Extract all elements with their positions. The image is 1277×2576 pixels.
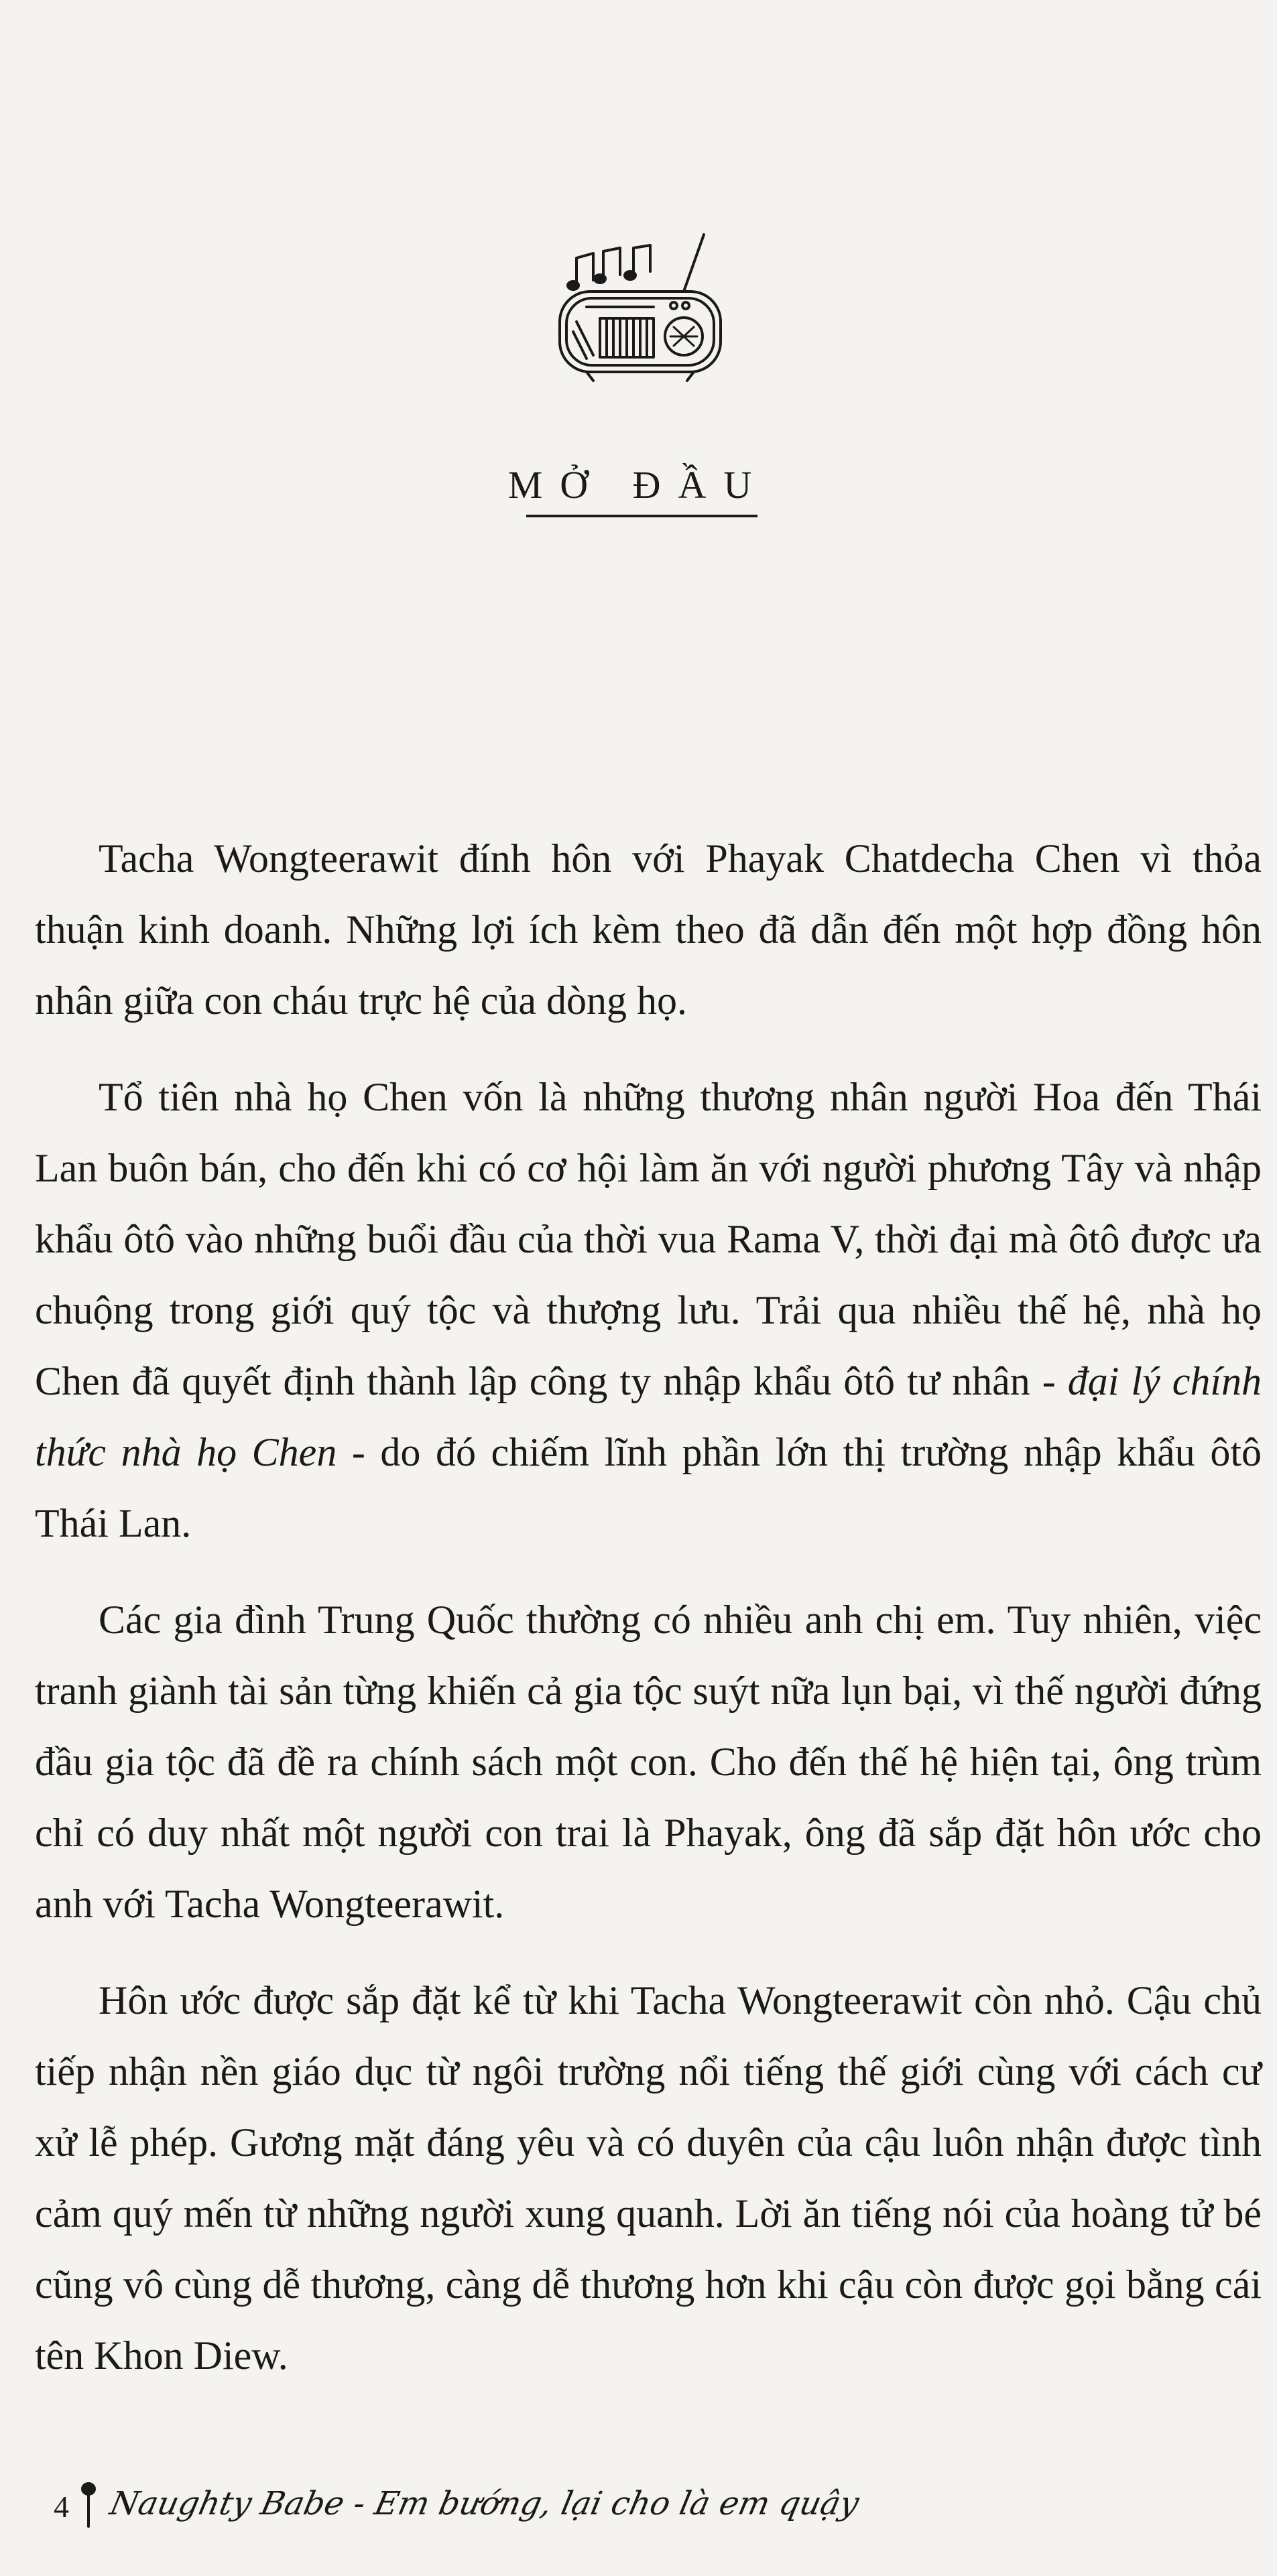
body-text <box>35 823 1262 2417</box>
title-underline <box>526 515 757 517</box>
paragraph-2-italic: đại lý chính thức nhà họ Chen <box>35 1359 1262 1474</box>
page-footer <box>47 2480 863 2540</box>
paragraph-2-end: - do đó chiếm lĩnh phần lớn thị trường nhập khẩu ôtô Thái Lan. <box>35 1430 1262 1545</box>
paragraph-2 <box>35 1061 1262 1559</box>
paragraph-4: Hôn ước được sắp đặt kể từ khi Tacha Wongteerawit còn nhỏ. Cậu chủ tiếp nhận nền giáo dục từ ngôi trường nổi tiếng thế giới cùng với cách cư xử lễ phép. Gương mặt đáng yêu và có duyên của cậu luôn nhận được tình cảm quý mến từ những người xung quanh. Lời ăn tiếng nói của hoàng tử bé cũng vô cùng dễ thương, càng dễ thương hơn khi cậu còn được gọi bằng cái tên Khon Diew. <box>35 1978 1262 2378</box>
radio-with-music-notes-icon <box>540 221 741 389</box>
paragraph-1: Tacha Wongteerawit đính hôn với Phayak Chatdecha Chen vì thỏa thuận kinh doanh. Những lợi ích kèm theo đã dẫn đến một hợp đồng hôn nhân giữa con cháu trực hệ của dòng họ. <box>35 836 1262 1023</box>
running-head: Naughty Babe - Em bướng, lại cho là em quậy <box>107 2485 863 2522</box>
page-number: 4 <box>54 2490 69 2524</box>
paragraph-3: Các gia đình Trung Quốc thường có nhiều anh chị em. Tuy nhiên, việc tranh giành tài sản từng khiến cả gia tộc suýt nữa lụn bại, vì thế người đứng đầu gia tộc đã đề ra chính sách một con. Cho đến thế hệ hiện tại, ông trùm chỉ có duy nhất một người con trai là Phayak, ông đã sắp đặt hôn ước cho anh với Tacha Wongteerawit. <box>35 1598 1262 1926</box>
chapter-title: MỞ ĐẦU <box>507 463 770 507</box>
music-note-icon <box>79 2480 99 2533</box>
paragraph-2-start: Tổ tiên nhà họ Chen vốn là những thương nhân người Hoa đến Thái Lan buôn bán, cho đến khi có cơ hội làm ăn với người phương Tây và nhập khẩu ôtô vào những buổi đầu của thời vua Rama V, thời đại mà ôtô được ưa chuộng trong giới quý tộc và thượng lưu. Trải qua nhiều thế hệ, nhà họ Chen đã quyết định thành lập công ty nhập khẩu ôtô tư nhân - <box>35 1075 1262 1403</box>
